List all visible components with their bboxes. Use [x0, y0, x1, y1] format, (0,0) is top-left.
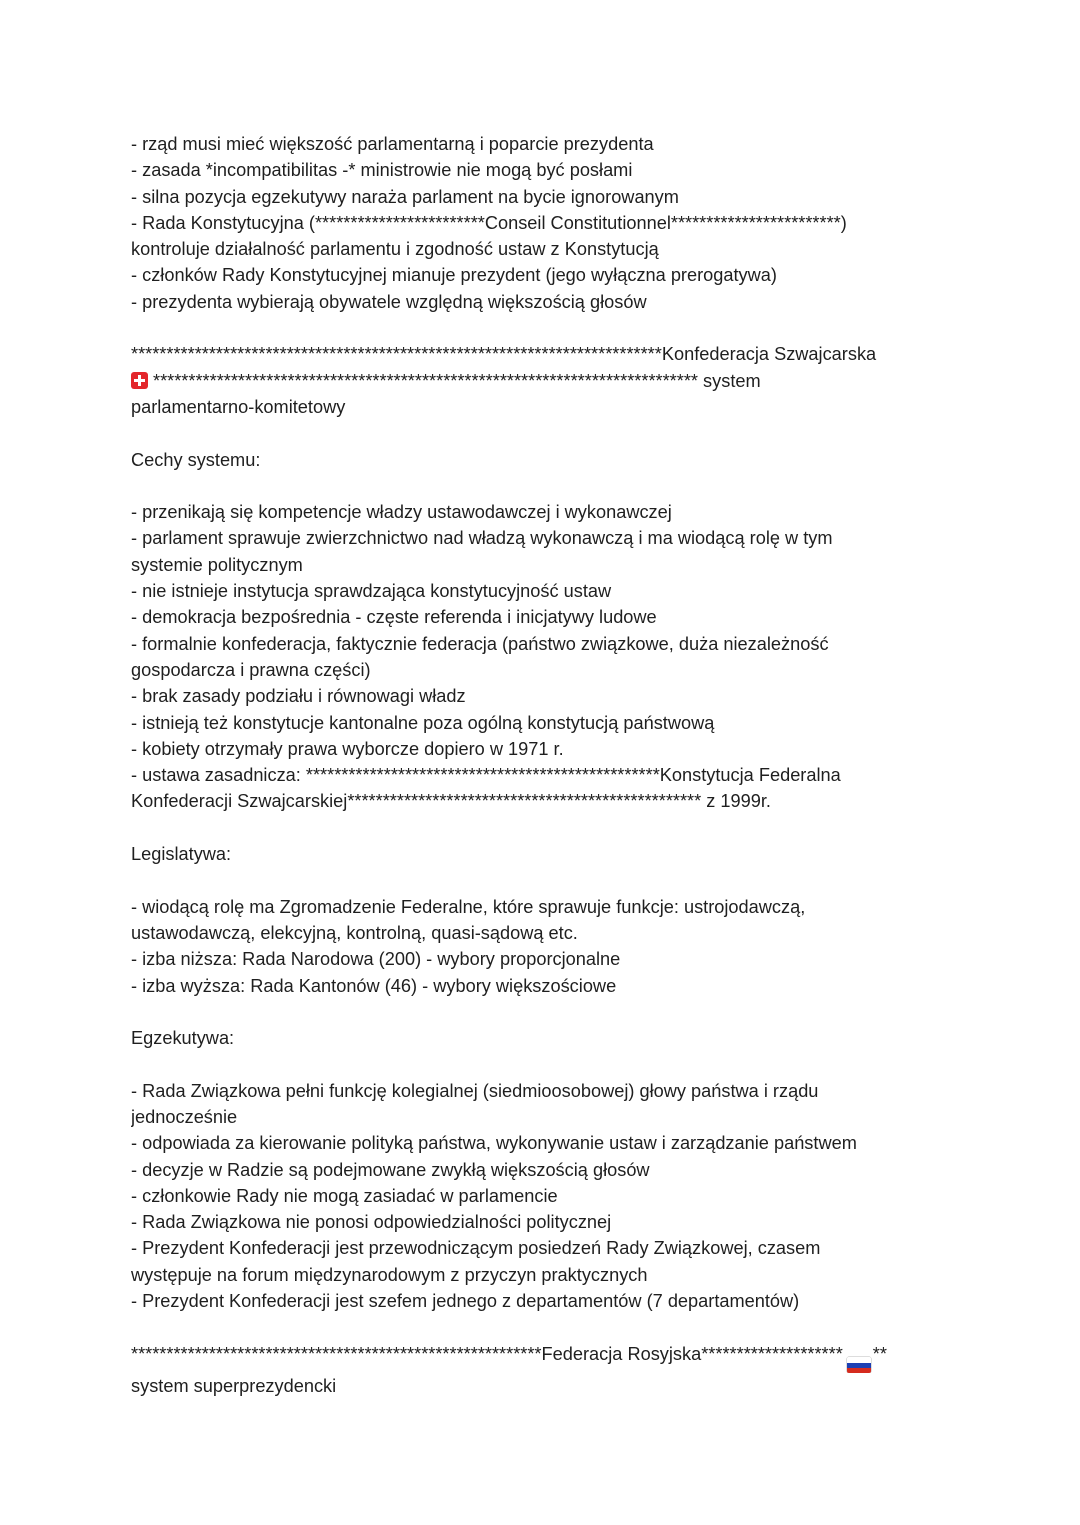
egzekutywa-list — [131, 1078, 961, 1315]
text-line: - wiodącą rolę ma Zgromadzenie Federalne, które sprawuje funkcje: ustrojodawczą, — [131, 896, 806, 917]
document-page — [131, 131, 961, 1400]
spacer — [131, 999, 961, 1025]
heading-line — [131, 1341, 961, 1374]
text-line: - istnieją też konstytucje kantonalne poza ogólną konstytucją państwową — [131, 712, 715, 733]
spacer — [131, 815, 961, 841]
heading-line: system superprezydencki — [131, 1376, 337, 1397]
text-line: - członków Rady Konstytucyjnej mianuje prezydent (jego wyłączna prerogatywa) — [131, 265, 777, 286]
text-line: - członkowie Rady nie mogą zasiadać w parlamencie — [131, 1185, 558, 1206]
legislatywa-list — [131, 894, 961, 999]
spacer — [131, 867, 961, 893]
text-line: - kobiety otrzymały prawa wyborcze dopiero w 1971 r. — [131, 738, 564, 759]
heading-line-text: ***************************************************************************** system — [153, 370, 761, 391]
text-line: - formalnie konfederacja, faktycznie federacja (państwo związkowe, duża niezależność — [131, 633, 829, 654]
text-line: Konfederacji Szwajcarskiej************************************************** z 1999r. — [131, 791, 771, 812]
text-line: - prezydenta wybierają obywatele względną większością głosów — [131, 291, 647, 312]
text-line: kontroluje działalność parlamentu i zgodność ustaw z Konstytucją — [131, 239, 659, 260]
text-line: - demokracja bezpośrednia - częste referenda i inicjatywy ludowe — [131, 607, 657, 628]
text-line: systemie politycznym — [131, 554, 303, 575]
swiss-flag-icon — [131, 372, 148, 389]
section-heading-egzekutywa: Egzekutywa: — [131, 1028, 235, 1049]
text-line: gospodarcza i prawna części) — [131, 659, 371, 680]
russia-section-heading — [131, 1341, 961, 1400]
text-line: - silna pozycja egzekutywy naraża parlament na bycie ignorowanym — [131, 186, 679, 207]
russian-flag-icon — [847, 1357, 871, 1373]
france-section — [131, 131, 961, 315]
heading-line-tail: ** — [872, 1343, 887, 1364]
text-line: - odpowiada za kierowanie polityką państwa, wykonywanie ustaw i zarządzanie państwem — [131, 1133, 857, 1154]
spacer — [131, 420, 961, 446]
heading-line: parlamentarno-komitetowy — [131, 396, 346, 417]
spacer — [131, 1314, 961, 1340]
spacer — [131, 1051, 961, 1077]
text-line: - zasada *incompatibilitas -* ministrowie nie mogą być posłami — [131, 160, 633, 181]
cechy-list — [131, 499, 961, 815]
section-heading-cechy: Cechy systemu: — [131, 449, 261, 470]
text-line: - Rada Związkowa nie ponosi odpowiedzialności politycznej — [131, 1212, 612, 1233]
text-line: - rząd musi mieć większość parlamentarną i poparcie prezydenta — [131, 134, 654, 154]
heading-line-text: **********************************************************Federacja Rosyjska******************** — [131, 1343, 843, 1364]
text-line: - decyzje w Radzie są podejmowane zwykłą większością głosów — [131, 1159, 650, 1180]
text-line: - Rada Konstytucyjna (************************Conseil Constitutionnel************************) — [131, 212, 847, 233]
text-line: - Prezydent Konfederacji jest szefem jednego z departamentów (7 departamentów) — [131, 1291, 800, 1312]
text-line: ustawodawczą, elekcyjną, kontrolną, quasi-sądową etc. — [131, 922, 578, 943]
swiss-section-heading — [131, 341, 961, 420]
text-line: - izba niższa: Rada Narodowa (200) - wybory proporcjonalne — [131, 949, 621, 970]
text-line: - Rada Związkowa pełni funkcję kolegialnej (siedmioosobowej) głowy państwa i rządu — [131, 1080, 819, 1101]
text-line: - ustawa zasadnicza: **************************************************Konstytucja Federalna — [131, 765, 841, 786]
heading-line: ***************************************************************************Konfederacja Szwajcarska — [131, 344, 877, 365]
text-line: występuje na forum międzynarodowym z przyczyn praktycznych — [131, 1264, 648, 1285]
text-line: - brak zasady podziału i równowagi władz — [131, 686, 466, 707]
text-line: - przenikają się kompetencje władzy ustawodawczej i wykonawczej — [131, 502, 672, 523]
text-line: - izba wyższa: Rada Kantonów (46) - wybory większościowe — [131, 975, 617, 996]
text-line: - nie istnieje instytucja sprawdzająca konstytucyjność ustaw — [131, 581, 612, 602]
section-heading-legislatywa: Legislatywa: — [131, 844, 232, 865]
text-line: - parlament sprawuje zwierzchnictwo nad władzą wykonawczą i ma wiodącą rolę w tym — [131, 528, 833, 549]
spacer — [131, 473, 961, 499]
heading-line — [131, 368, 961, 394]
text-line: jednocześnie — [131, 1106, 238, 1127]
text-line: - Prezydent Konfederacji jest przewodniczącym posiedzeń Rady Związkowej, czasem — [131, 1238, 821, 1259]
spacer — [131, 315, 961, 341]
